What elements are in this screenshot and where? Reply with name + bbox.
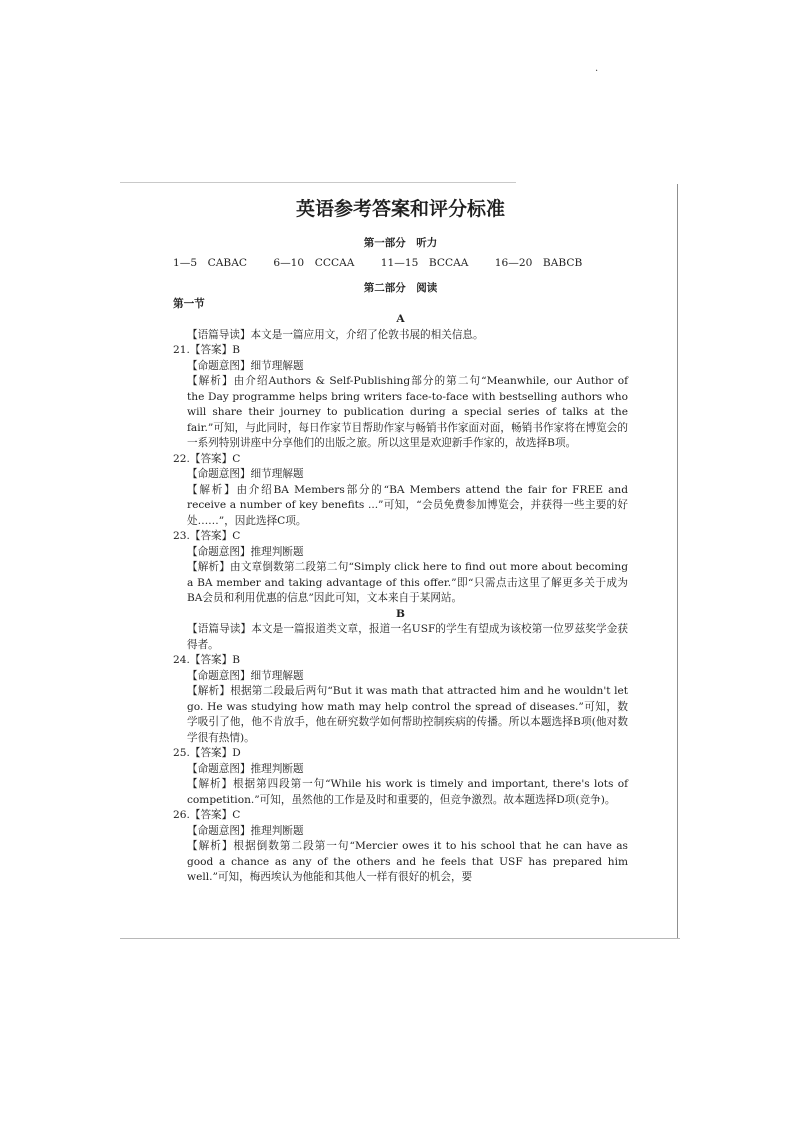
q23-intent: 【命题意图】推理判断题 [187,545,304,558]
passage-b-letter: B [396,607,405,620]
q21-answer: 21.【答案】B [173,344,241,356]
answer-group: 16—20 BABCB [494,256,583,269]
scan-bottom-edge [120,938,680,939]
q22-intent: 【命题意图】细节理解题 [187,468,304,480]
q26-analysis: 【解析】根据倒数第二段第一句“Mercier owes it to his school that he can have as good a chance as any of the others and he feels that USF has prepared him well.”可知，梅西埃认为他能和其他人一样有很好的机会，要 [187,840,628,883]
answer-group: 6—10 CCCAA [273,256,355,269]
q25-analysis: 【解析】根据第四段第一句“While his work is timely and important, there's lots of competition.”可知，虽然他的工作是及时和重要的，但竞争激烈。故本题选择D项(竞争)。 [187,778,628,806]
q26-answer: 26.【答案】C [173,809,241,821]
section-heading: 第一节 [173,297,205,310]
q24-analysis: 【解析】根据第二段最后两句“But it was math that attracted him and he wouldn't let go. He was studying how math may help control the spread of diseases.”可知，数学吸引了他，他不肯放手，他在研究数学如何帮助控制疾病的传播。所以本题选择B项(他对数学很有热情)。 [187,685,628,744]
q24-answer: 24.【答案】B [173,654,241,666]
scan-top-edge [120,182,516,183]
answer-group: 1—5 CABAC [173,256,247,269]
q22-answer: 22.【答案】C [173,452,241,465]
q21-intent: 【命题意图】细节理解题 [187,359,304,372]
q24-intent: 【命题意图】细节理解题 [187,669,304,682]
q25-answer: 25.【答案】D [173,747,241,759]
passage-b-intro: 【语篇导读】本文是一篇报道类文章，报道一名USF的学生有望成为该校第一位罗兹奖学金获得者。 [187,623,628,651]
q23-answer: 23.【答案】C [173,530,241,542]
q25-intent: 【命题意图】推理判断题 [187,762,304,775]
page-title: 英语参考答案和评分标准 [295,198,505,220]
q23-analysis: 【解析】由文章倒数第二段第二句“Simply click here to find out more about becoming a BA member and taking advantage of this offer.”即“只需点击这里了解更多关于成为BA会员和利用优惠的信息”因此可知，文本来自于某网站。 [187,561,628,604]
passage-a-letter: A [396,313,405,325]
answer-group: 11—15 BCCAA [380,256,469,269]
listening-answers [173,256,628,272]
q22-analysis: 【解析】由介绍BA Members部分的“BA Members attend the fair for FREE and receive a number of key benefits ...”可知，“会员免费参加博览会，并获得一些主要的好处……”，因此选择C项。 [187,483,628,527]
q26-intent: 【命题意图】推理判断题 [187,824,304,837]
answer-key-page [173,196,628,886]
scan-right-edge [677,184,678,939]
part1-heading: 第一部分 听力 [363,237,438,249]
page-speck: . [595,63,599,74]
q21-analysis: 【解析】由介绍Authors & Self-Publishing部分的第二句“Meanwhile, our Author of the Day programme helps bring writers face-to-face with bestselling authors who will share their journey to publication during a special series of talks at the fair.”可知，与此同时，每日作家节目帮助作家与畅销书作家面对面，畅销书作家将在博览会的一系列特别讲座中分享他们的出版之旅。所以这里是欢迎新手作家的，故选择B项。 [187,375,628,449]
part2-heading: 第二部分 阅读 [363,282,438,294]
passage-a-intro: 【语篇导读】本文是一篇应用文，介绍了伦敦书展的相关信息。 [187,328,484,341]
